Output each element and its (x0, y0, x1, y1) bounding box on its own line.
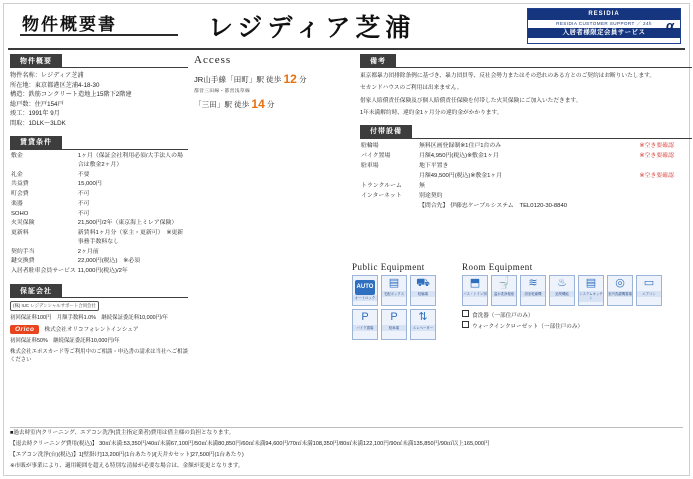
access-route: JR山手線「田町」駅 徒歩 (194, 75, 282, 84)
remarks-section (360, 54, 692, 119)
footer-line: 【エアコン洗浄(台)(税込)】1[壁掛け]13,200円(1台あたり)/[天井カセット]27,500円(1台あたり) (10, 452, 244, 459)
outline-row: 総戸数：住戸154戸 (10, 100, 64, 108)
icon-caption: 宅配ボックス (383, 292, 405, 296)
icon-caption: バス・トイレ別 (463, 292, 487, 296)
dryer-glyph: ≋ (528, 277, 538, 289)
auto-lock-icon (352, 275, 378, 306)
outline-row: 物件名称：レジディア芝浦 (10, 72, 84, 79)
table-row (360, 172, 692, 182)
cond-value: 22,000円(税込) ※必須 (77, 258, 141, 265)
access-minutes: 12 (283, 72, 297, 86)
iuc-logo: (株) IUC レジデンシャルサポート合同会社 (10, 301, 99, 311)
aircon-glyph: ▭ (643, 277, 655, 289)
outline-section (10, 54, 188, 129)
fac-key: 駐車場 (361, 163, 379, 170)
access-line (194, 73, 354, 86)
room-equipment (462, 262, 682, 340)
access-lines (194, 73, 354, 111)
public-equipment (352, 262, 452, 340)
logo-brand: RESIDIA (528, 9, 680, 20)
fac-value: 地下平置き (419, 163, 449, 170)
table-row (10, 190, 188, 200)
fac-mark (639, 162, 693, 172)
fac-key (360, 202, 418, 212)
fac-mark: ※空き要確認 (639, 143, 674, 150)
cond-key: 敷金 (11, 153, 23, 160)
icon-caption: バイク置場 (353, 325, 377, 331)
conditions-heading: 賃貸条件 (10, 136, 62, 149)
cond-value: 不可 (77, 210, 90, 217)
table-row (10, 219, 188, 229)
fac-value: 月額49,500円(税込)※敷金1ヶ月 (419, 173, 503, 180)
outline-rows (10, 71, 188, 129)
facilities-section (360, 125, 692, 212)
orico-logo: Orico (10, 325, 39, 334)
bath-glyph: ⬒ (469, 277, 481, 289)
fac-mark (639, 182, 693, 192)
remarks-list (360, 72, 692, 119)
access-heading: Access (194, 54, 232, 66)
table-row (10, 199, 188, 209)
fac-mark (639, 192, 693, 202)
checkbox-icon (462, 310, 469, 317)
cond-value: 新賃料1ヶ月分（家主・更新可） ※更新事務手数料なし (77, 230, 184, 245)
table-row (360, 202, 692, 212)
logo-service: 入居者様限定会員サービス (528, 28, 680, 38)
fac-value: 月額4,950円(税込)※敷金1ヶ月 (419, 153, 499, 160)
cond-value: 2ヶ月前 (77, 248, 99, 255)
cond-key: 礼金 (11, 171, 23, 178)
fac-mark: ※空き要確認 (639, 173, 674, 180)
list-item: 借家人賠償責任保険及び個人賠償責任保険を付帯した火災保険にご加入いただきます。 (360, 97, 582, 104)
fac-value: 無 (419, 183, 425, 190)
elevator-icon (410, 309, 436, 340)
equipment-legend (462, 310, 682, 332)
access-line (194, 98, 354, 111)
reheat-glyph: ♨ (557, 277, 567, 289)
guarantee-heading: 保証会社 (10, 284, 62, 297)
cond-key: 楽器 (11, 200, 23, 207)
washlet-glyph: 🚽 (497, 277, 511, 289)
legend-label: ウォークインクローゼット（一部住戸のみ） (472, 324, 584, 330)
fac-key: トランクルーム (361, 183, 402, 190)
motorcycle-parking-icon (352, 309, 378, 340)
fac-value: 無料区画登録制※1住戸1台のみ (419, 143, 502, 150)
bicycle-glyph: ⛟ (416, 277, 430, 289)
outline-row: 竣工：1991年 9月 (10, 110, 60, 118)
icon-caption: エレベーター (412, 326, 434, 330)
facilities-table (360, 142, 692, 212)
elevator-glyph: ⇅ (418, 311, 428, 323)
equipment-section (352, 262, 684, 340)
table-row (360, 162, 692, 172)
cond-key: 入居者駐車会員サービス (11, 268, 76, 275)
cond-value: 1ヶ月（保証会社利用必須/大手法人の場合は敷金2ヶ月） (77, 153, 183, 168)
table-row (10, 152, 188, 170)
fac-value: 【問合先】 伊藤忠ケーブルシステム TEL0120-30-8840 (419, 203, 567, 210)
guarantee-company-1 (10, 301, 188, 311)
document-header (8, 6, 685, 50)
table-row (360, 182, 692, 192)
list-item: セカンドハウスのご利用は出来ません。 (360, 85, 463, 92)
icon-caption: 室内洗濯機置場 (608, 292, 632, 296)
checkbox-icon (462, 321, 469, 328)
fac-mark: ※空き要確認 (639, 153, 674, 160)
table-row (360, 192, 692, 202)
footer-line: ■過去時室内クリーニング、エアコン洗浄(貴主指定業者)費用は借主様の負担となります。 (10, 430, 235, 437)
cond-key: 町会費 (11, 191, 29, 198)
fac-mark (639, 202, 693, 212)
left-column (10, 54, 188, 364)
table-row (10, 209, 188, 219)
logo-subtitle: RESIDIA CUSTOMER SUPPORT ／ 24h (556, 21, 652, 26)
motorcycle-glyph: P (361, 311, 369, 323)
cond-key: 共益費 (11, 181, 29, 188)
conditions-section (10, 136, 188, 277)
cond-key: SOHO (11, 210, 29, 217)
outline-heading: 物件概要 (10, 54, 62, 67)
table-row (10, 267, 188, 277)
room-equipment-icons (462, 275, 682, 306)
legend-label: 食洗器（一部住戸のみ） (472, 313, 534, 319)
residia-logo (527, 8, 681, 44)
room-equipment-heading: Room Equipment (462, 262, 533, 272)
washer-glyph: ◎ (615, 277, 625, 289)
bath-toilet-separate-icon (462, 275, 488, 306)
footer-line: ※市販が事業により、適用範囲を超える特別な清掃が必要な場合は、金額が変更となります。 (10, 463, 244, 470)
kitchen-glyph: ▤ (585, 277, 597, 289)
title-underline (20, 34, 178, 36)
list-item: 東京都暴力団排除条例に基づき、暴力団員等、反社会勢力またはその恐れのある方とのご契約はお断りいたします。 (360, 73, 656, 79)
air-conditioner-icon (636, 275, 662, 306)
bathroom-dryer-icon (520, 275, 546, 306)
fac-key: 駐輪場 (361, 143, 379, 150)
cond-value: 21,500円/2年（東京海上ミレア保険） (77, 220, 178, 227)
cond-value: 不可 (77, 200, 90, 207)
outline-row: 所在地：東京都港区芝浦4-18-30 (10, 81, 100, 89)
system-kitchen-icon (578, 275, 604, 306)
car-parking-icon (381, 309, 407, 340)
bicycle-parking-icon (410, 275, 436, 306)
icon-caption: 温水洗浄便座 (493, 292, 515, 296)
icon-caption: オートロック (354, 296, 376, 300)
table-row (10, 247, 188, 257)
right-column (360, 54, 692, 212)
document-type-title: 物件概要書 (22, 15, 117, 34)
reheating-bath-icon (549, 275, 575, 306)
conditions-table (10, 152, 188, 277)
cond-key: 契約手当 (11, 248, 35, 255)
access-unit: 分 (266, 100, 275, 109)
access-minutes: 14 (251, 97, 265, 111)
access-column (194, 54, 354, 111)
washlet-icon (491, 275, 517, 306)
table-row (360, 142, 692, 152)
cond-value: 11,000円(税込)/2年 (77, 268, 128, 275)
fac-key: インターネット (361, 193, 402, 200)
icon-caption: 浴室乾燥機 (521, 291, 545, 297)
list-item: 1年未満解約時、違約金1ヶ月分の違約金がかかります。 (360, 110, 503, 117)
access-unit: 分 (298, 75, 307, 84)
table-row (10, 229, 188, 247)
guarantee-company-1-fee: 初回保証料100円 月額手数料1.0% 継続保証委託料10,000円/年 (10, 315, 168, 322)
icon-caption: 駐輪場 (411, 291, 435, 297)
outline-row: 構造：鉄筋コンクリート造地上15階下2階建 (10, 91, 132, 99)
table-row (10, 180, 188, 190)
table-row (10, 170, 188, 180)
legend-item (462, 321, 682, 332)
icon-caption: 追焚機能 (550, 291, 574, 297)
public-equipment-icons (352, 275, 452, 340)
logo-alpha-mark: α (665, 18, 674, 33)
guarantee-company-2 (10, 325, 188, 334)
auto-lock-glyph: AUTO (355, 280, 376, 295)
cond-key: 火災保険 (11, 220, 35, 227)
cond-value: 不可 (77, 191, 90, 198)
fac-key: バイク置場 (361, 153, 391, 160)
remarks-heading: 備考 (360, 54, 396, 67)
icon-caption: システムキッチン (579, 292, 603, 301)
orico-name: 株式会社オリコフォレントインシュア (44, 326, 139, 333)
legend-item (462, 310, 682, 321)
fac-key (360, 172, 418, 182)
cond-key: 鍵交換費 (11, 258, 35, 265)
cond-value: 15,000円 (77, 181, 102, 188)
footer-notes (10, 424, 683, 473)
cond-key: 更新料 (11, 230, 29, 237)
facilities-heading: 付帯設備 (360, 125, 412, 138)
washer-space-icon (607, 275, 633, 306)
table-row (360, 152, 692, 162)
parking-glyph: P (390, 311, 398, 323)
delivery-box-glyph: ▤ (388, 277, 400, 289)
public-equipment-heading: Public Equipment (352, 262, 425, 272)
guarantee-note: 株式会社エポスカード等ご利用中のご相談・申込書の請求は当社へご相談ください (10, 349, 188, 364)
divider (10, 427, 683, 428)
access-subway-tag: 都営三田線・都営浅草線 (194, 89, 251, 94)
delivery-box-icon (381, 275, 407, 306)
property-name-title: レジディア芝浦 (208, 14, 416, 42)
icon-caption: エアコン (637, 291, 661, 297)
footer-line: 【退去時クリーニング費用(税込)】 30㎡未満:53,350円/40㎡未満67,100円/50㎡未満80,850円/60㎡未満94,600円/70㎡未満108,350円/80㎡未満122,100円/90㎡未満135,850円/90㎡以上165,000円 (10, 441, 490, 448)
fac-value: 別途契約 (419, 193, 443, 200)
guarantee-company-2-fee: 初回保証料50% 継続保証委託料10,000円/年 (10, 338, 120, 345)
guarantee-section (10, 284, 188, 364)
outline-row: 間取：1DLK～3LDK (10, 119, 66, 127)
icon-caption: 駐車場 (382, 325, 406, 331)
access-route: 「三田」駅 徒歩 (194, 100, 250, 109)
table-row (10, 257, 188, 267)
cond-value: 不要 (77, 171, 90, 178)
